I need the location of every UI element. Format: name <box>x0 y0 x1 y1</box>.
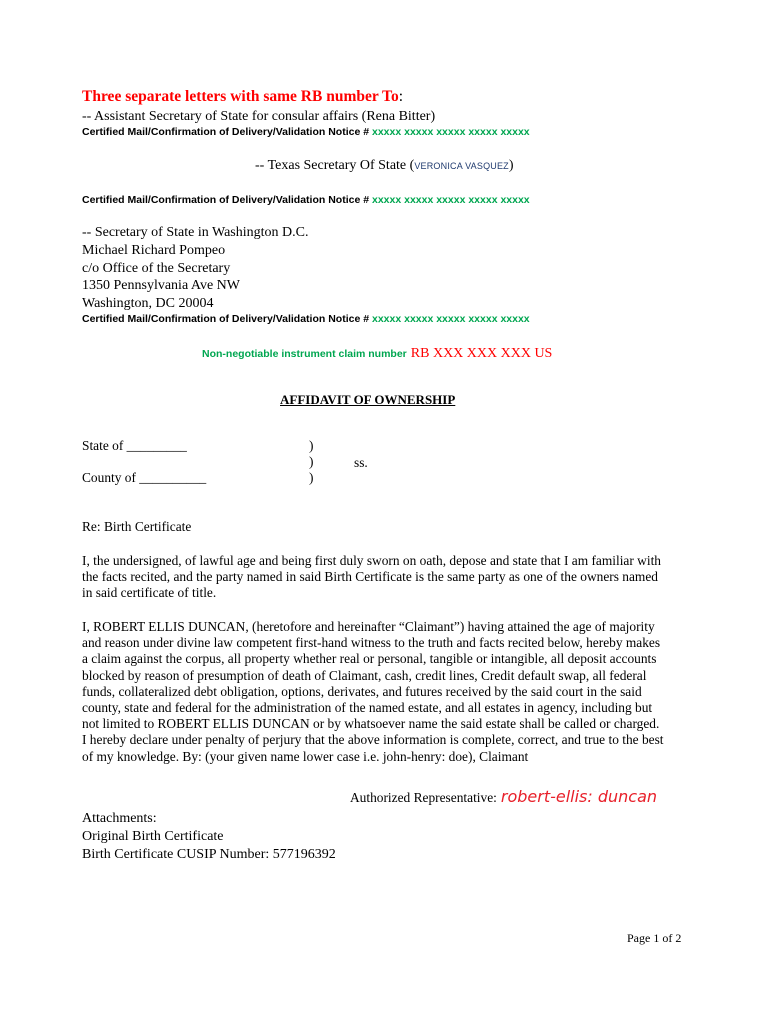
paragraph-1 <box>82 553 694 602</box>
paragraph-1-line: the facts recited, and the party named in said Birth Certificate is the same party as one of the owners named <box>82 569 658 585</box>
paragraph-2-line: funds, collateralized debt obligation, options, derivates, and futures received by the said court in the said <box>82 683 642 699</box>
ss-label: ss. <box>354 455 368 470</box>
recipient3-cert <box>82 313 530 325</box>
paragraph-2-line: county, state and federal for the administration of the named estate, and all estates in agency, including but <box>82 700 653 716</box>
recipient2-cert-label: Certified Mail/Confirmation of Delivery/Validation Notice # <box>82 194 370 206</box>
claim-number-line <box>202 344 552 362</box>
recipient2-name: VERONICA VASQUEZ <box>414 161 509 171</box>
bracket-3: ) <box>309 470 314 485</box>
recipient2-line-text: -- Texas Secretary Of State ( <box>255 158 415 173</box>
paragraph-2-line: blocked by reason of presumption of death of Claimant, cash, credit lines, Credit default swap, all federal <box>82 667 647 683</box>
letters-heading <box>82 88 403 106</box>
recipient1-line: -- Assistant Secretary of State for consular affairs (Rena Bitter) <box>82 109 436 124</box>
bracket-1: ) <box>309 438 314 453</box>
recipient3-line-1: -- Secretary of State in Washington D.C. <box>82 225 309 240</box>
claim-number: RB XXX XXX XXX US <box>410 346 553 361</box>
paragraph-2-line: of my knowledge. By: (your given name lower case i.e. john-henry: doe), Claimant <box>82 748 529 764</box>
handwritten-signature: robert-ellis: duncan <box>500 787 658 806</box>
attachment-1: Original Birth Certificate <box>82 829 224 844</box>
recipient3-line-4: 1350 Pennsylvania Ave NW <box>82 278 240 293</box>
paragraph-2-line: a claim against the corpus, all property whether real or personal, tangible or intangible, all deposit accounts <box>82 651 657 667</box>
recipient3-line-2: Michael Richard Pompeo <box>82 243 226 258</box>
re-line: Re: Birth Certificate <box>82 519 192 534</box>
state-of: State of _________ <box>82 438 187 453</box>
affidavit-title: AFFIDAVIT OF OWNERSHIP <box>280 392 456 407</box>
page-number: Page 1 of 2 <box>627 931 682 945</box>
recipient3-line-5: Washington, DC 20004 <box>82 296 214 311</box>
rep-label: Authorized Representative: <box>350 790 497 805</box>
paragraph-2-line: not limited to ROBERT ELLIS DUNCAN or by whatsoever name the said estate shall be called or charged. <box>82 716 660 732</box>
authorized-representative <box>350 787 657 807</box>
recipient2-line <box>255 158 514 174</box>
claim-label: Non-negotiable instrument claim number <box>202 348 407 360</box>
letters-heading-colon: : <box>398 88 404 105</box>
paragraph-1-line: in said certificate of title. <box>82 585 217 601</box>
paragraph-2-line: I, ROBERT ELLIS DUNCAN, (heretofore and hereinafter “Claimant”) having attained the age of majority <box>82 619 655 634</box>
recipient3-line-3: c/o Office of the Secretary <box>82 261 231 276</box>
paragraph-1-line: I, the undersigned, of lawful age and being first duly sworn on oath, depose and state that I am familiar with <box>82 553 661 568</box>
bracket-2: ) <box>309 454 314 469</box>
recipient2-cert-number: xxxxx xxxxx xxxxx xxxxx xxxxx <box>371 194 530 206</box>
recipient1-cert-number: xxxxx xxxxx xxxxx xxxxx xxxxx <box>371 126 530 138</box>
recipient3-cert-number: xxxxx xxxxx xxxxx xxxxx xxxxx <box>371 313 530 325</box>
county-of: County of __________ <box>82 470 207 485</box>
recipient2-close: ) <box>508 158 514 173</box>
paragraph-2-line: and reason under divine law competent first-hand witness to the truth and facts recited below, hereby makes <box>82 635 661 651</box>
paragraph-2-line: I hereby declare under penalty of perjury that the above information is complete, correct, and true to the best <box>82 732 664 748</box>
recipient1-cert-label: Certified Mail/Confirmation of Delivery/Validation Notice # <box>82 126 370 138</box>
recipient1-cert <box>82 126 530 138</box>
attachment-2: Birth Certificate CUSIP Number: 577196392 <box>82 847 336 862</box>
recipient2-cert <box>82 194 530 206</box>
letters-heading-text: Three separate letters with same RB number To <box>82 88 399 105</box>
attachments-label: Attachments: <box>82 811 157 826</box>
recipient3-cert-label: Certified Mail/Confirmation of Delivery/Validation Notice # <box>82 313 370 325</box>
paragraph-2 <box>82 619 694 765</box>
